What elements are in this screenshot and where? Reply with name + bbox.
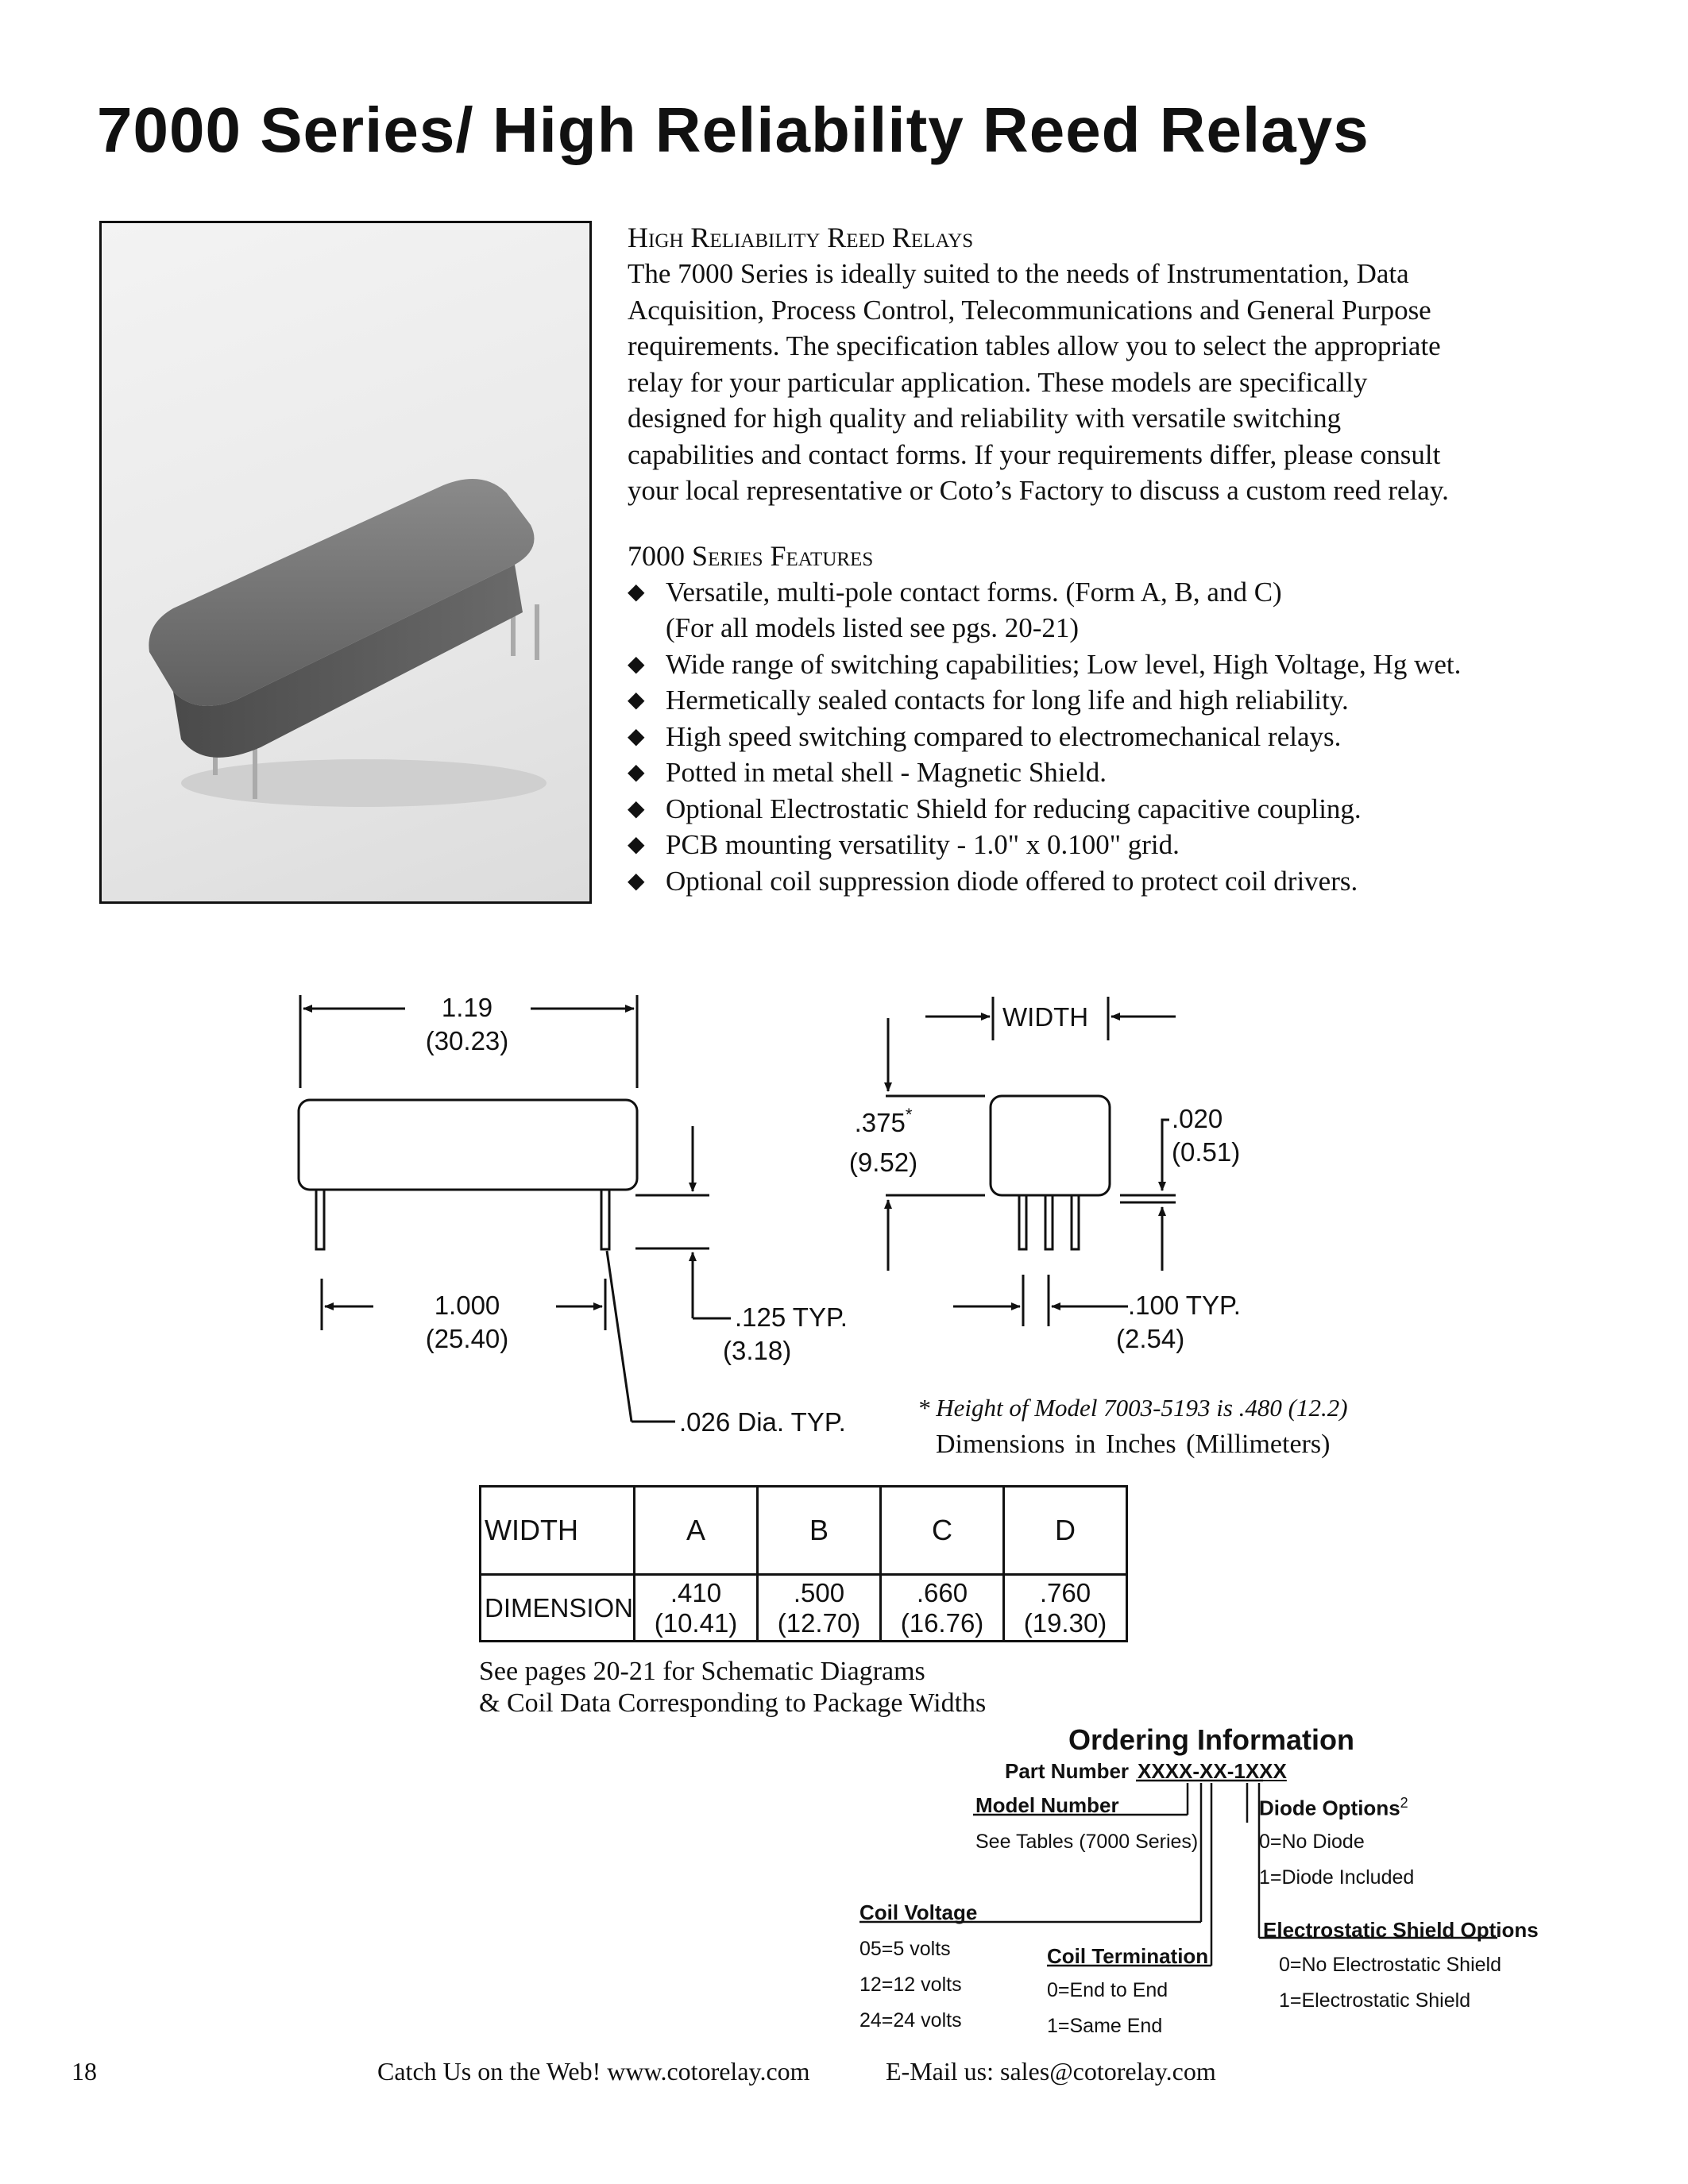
coil-voltage-option: 05=5 volts — [859, 1938, 951, 1960]
pin-spacing-mm-label: (25.40) — [425, 1324, 509, 1353]
see-pages-note: See pages 20-21 for Schematic Diagrams & Coil Data Corresponding to Package Widths — [479, 1657, 987, 1718]
height-in-label: .375* — [854, 1105, 913, 1137]
dimension-cell-b: .500 (12.70) — [758, 1575, 881, 1642]
table-row — [481, 1487, 1127, 1575]
dimension-cell-a: .410 (10.41) — [635, 1575, 758, 1642]
coil-termination-label: Coil Termination — [1047, 1944, 1209, 1968]
model-number-label: Model Number — [975, 1793, 1119, 1817]
coil-termination-option: 0=End to End — [1047, 1979, 1168, 2001]
width-code-a: A — [635, 1487, 758, 1575]
diamond-bullet-icon: ◆ — [628, 688, 645, 712]
intro-line: relay for your particular application. These models are specifically — [628, 366, 1368, 398]
width-code-b: B — [758, 1487, 881, 1575]
feature-item: ◆ PCB mounting versatility - 1.0" x 0.100" grid. — [628, 827, 1549, 863]
diamond-bullet-icon: ◆ — [628, 723, 645, 749]
diamond-bullet-icon: ◆ — [628, 796, 645, 821]
pin-length-mm-label: (3.18) — [723, 1336, 792, 1365]
diamond-bullet-icon: ◆ — [628, 651, 645, 677]
pin-length-in-label: .125 TYP. — [735, 1302, 848, 1332]
features-heading: 7000 Series Features — [628, 539, 874, 572]
standoff-in-label: .020 — [1172, 1104, 1223, 1133]
width-table — [479, 1485, 1128, 1642]
length-in-label: 1.19 — [441, 993, 493, 1022]
part-number-label: Part Number — [1005, 1759, 1130, 1783]
dimension-cell-c: .660 (16.76) — [881, 1575, 1004, 1642]
page-title: 7000 Series/ High Reliability Reed Relays — [97, 95, 1369, 165]
dimension-row-label: DIMENSION — [481, 1575, 635, 1642]
height-mm-label: (9.52) — [848, 1148, 918, 1177]
standoff-mm-label: (0.51) — [1172, 1137, 1241, 1167]
feature-item: ◆ High speed switching compared to electromechanical relays. — [628, 719, 1549, 755]
coil-termination-option: 1=Same End — [1047, 2015, 1163, 2037]
width-label: WIDTH — [1002, 1002, 1089, 1032]
diamond-bullet-icon: ◆ — [628, 579, 645, 604]
diamond-bullet-icon: ◆ — [628, 760, 645, 785]
feature-item: ◆ Versatile, multi-pole contact forms. (Form A, B, and C) (For all models listed see pgs. 20-21) — [628, 574, 1549, 646]
width-code-c: C — [881, 1487, 1004, 1575]
diode-option: 1=Diode Included — [1259, 1866, 1415, 1889]
shield-option: 1=Electrostatic Shield — [1279, 1989, 1471, 2012]
diode-option: 0=No Diode — [1259, 1831, 1365, 1853]
diode-options-label: Diode Options$^2$ — [1259, 1795, 1408, 1820]
ordering-title: Ordering Information — [1068, 1723, 1354, 1756]
feature-item: ◆ Wide range of switching capabilities; Low level, High Voltage, Hg wet. — [628, 646, 1549, 683]
intro-line: capabilities and contact forms. If your requirements differ, please consult — [628, 438, 1441, 470]
pitch-mm-label: (2.54) — [1116, 1324, 1185, 1353]
intro-heading: High Reliability Reed Relays — [628, 222, 974, 253]
pitch-in-label: .100 TYP. — [1128, 1291, 1241, 1320]
pin-spacing-in-label: 1.000 — [434, 1291, 500, 1320]
model-number-note: See Tables (7000 Series) — [975, 1831, 1199, 1853]
table-row — [481, 1575, 1127, 1642]
dimension-cell-d: .760 (19.30) — [1004, 1575, 1127, 1642]
width-code-d: D — [1004, 1487, 1127, 1575]
diamond-bullet-icon: ◆ — [628, 832, 645, 857]
width-row-label: WIDTH — [481, 1487, 635, 1575]
height-footnote: * Height of Model 7003-5193 is .480 (12.2) — [917, 1394, 1348, 1422]
coil-voltage-option: 12=12 volts — [859, 1974, 962, 1996]
coil-voltage-label: Coil Voltage — [859, 1900, 978, 1924]
pin-diameter-label: .026 Dia. TYP. — [679, 1407, 846, 1437]
intro-line: requirements. The specification tables allow you to select the appropriate — [628, 330, 1441, 361]
feature-item: ◆ Optional Electrostatic Shield for reducing capacitive coupling. — [628, 791, 1549, 828]
intro-line: The 7000 Series is ideally suited to the needs of Instrumentation, Data — [628, 258, 1409, 289]
intro-line: your local representative or Coto’s Factory to discuss a custom reed relay. — [628, 475, 1449, 506]
shield-options-label: Electrostatic Shield Options — [1263, 1918, 1539, 1942]
intro-line: designed for high quality and reliability with versatile switching — [628, 403, 1342, 434]
shield-option: 0=No Electrostatic Shield — [1279, 1954, 1502, 1976]
diamond-bullet-icon: ◆ — [628, 868, 645, 893]
feature-item: ◆ Optional coil suppression diode offered to protect coil drivers. — [628, 863, 1549, 900]
footer-email: E-Mail us: sales@cotorelay.com — [886, 2057, 1216, 2086]
intro-line: Acquisition, Process Control, Telecommunications and General Purpose — [628, 294, 1431, 326]
feature-item: ◆ Hermetically sealed contacts for long life and high reliability. — [628, 682, 1549, 719]
page-number: 18 — [71, 2057, 97, 2086]
feature-item: ◆ Potted in metal shell - Magnetic Shield. — [628, 754, 1549, 791]
part-number-code: XXXX-XX-1XXX — [1138, 1759, 1287, 1783]
coil-voltage-option: 24=24 volts — [859, 2009, 962, 2032]
footer-web: Catch Us on the Web! www.cotorelay.com — [377, 2057, 810, 2086]
dimensions-note: Dimensions in Inches (Millimeters) — [936, 1430, 1331, 1459]
length-mm-label: (30.23) — [425, 1026, 509, 1055]
